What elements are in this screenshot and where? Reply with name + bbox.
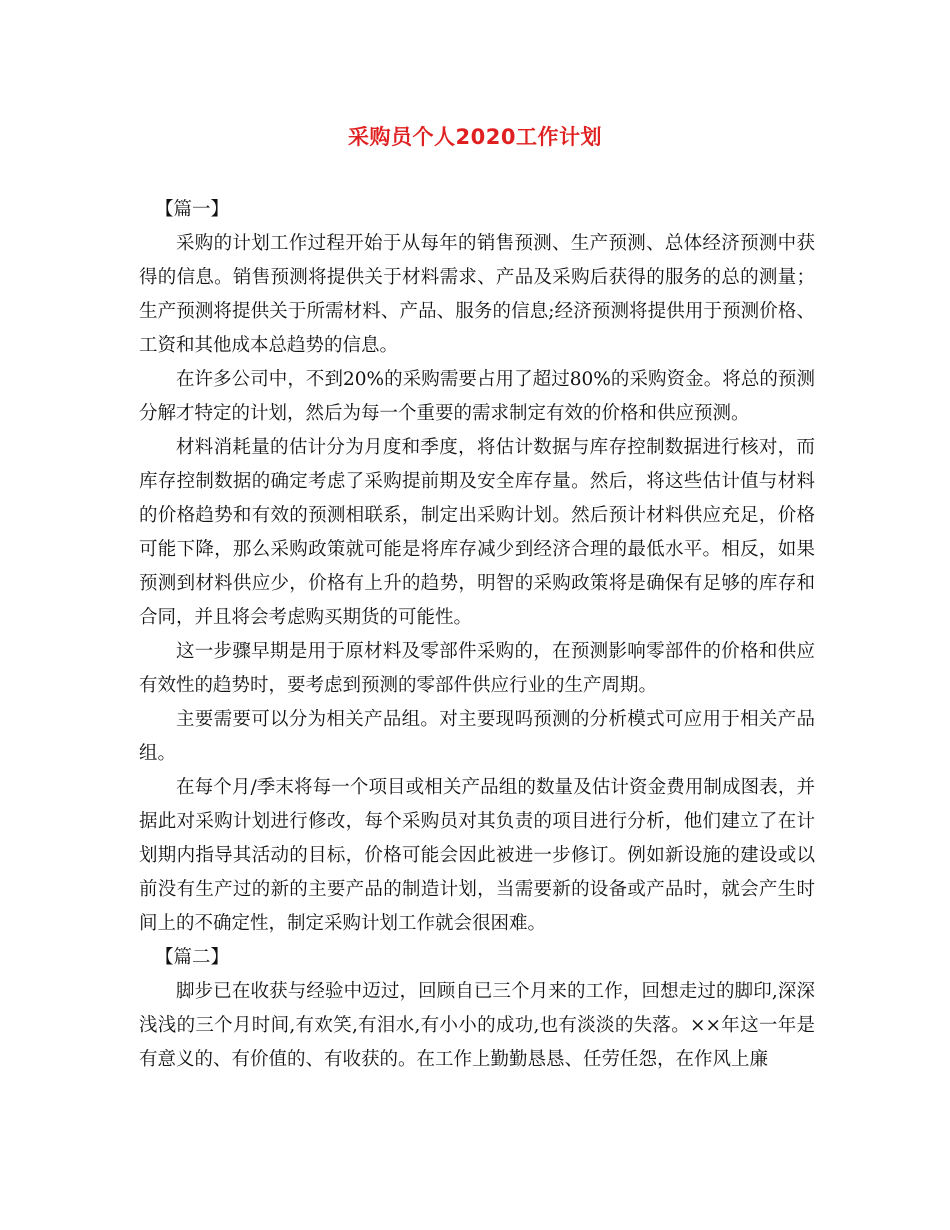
document-title: 采购员个人2020工作计划 [348, 125, 602, 149]
paragraph: 采购的计划工作过程开始于从每年的销售预测、生产预测、总体经济预测中获得的信息。销售预测将提供关于材料需求、产品及采购后获得的服务的总的测量；生产预测将提供关于所需材料、产品、服务的信息;经济预测将提供用于预测价格、工资和其他成本总趋势的信息。 [139, 233, 815, 356]
paragraph: 这一步骤早期是用于原材料及零部件采购的，在预测影响零部件的价格和供应有效性的趋势时，要考虑到预测的零部件供应行业的生产周期。 [139, 641, 815, 696]
section-heading: 【篇一】 [155, 199, 230, 220]
paragraph: 在每个月/季末将每一个项目或相关产品组的数量及估计资金费用制成图表，并据此对采购计划进行修改，每个采购员对其负责的项目进行分析，他们建立了在计划期内指导其活动的目标，价格可能会因此被进一步修订。例如新设施的建设或以前没有生产过的新的主要产品的制造计划，当需要新的设备或产品时，就会产生时间上的不确定性，制定采购计划工作就会很困难。 [139, 777, 815, 934]
paragraph: 主要需要可以分为相关产品组。对主要现吗预测的分析模式可应用于相关产品组。 [139, 709, 815, 764]
paragraph: 脚步已在收获与经验中迈过，回顾自已三个月来的工作，回想走过的脚印,深深浅浅的三个月时间,有欢笑,有泪水,有小小的成功,也有淡淡的失落。××年这一年是有意义的、有价值的、有收获的。在工作上勤勤恳恳、任劳任怨，在作风上廉 [139, 981, 815, 1070]
section-heading: 【篇二】 [155, 947, 230, 968]
paragraph: 在许多公司中，不到20%的采购需要占用了超过80%的采购资金。将总的预测分解才特定的计划，然后为每一个重要的需求制定有效的价格和供应预测。 [139, 369, 815, 424]
paragraph: 材料消耗量的估计分为月度和季度，将估计数据与库存控制数据进行核对，而库存控制数据的确定考虑了采购提前期及安全库存量。然后，将这些估计值与材料的价格趋势和有效的预测相联系，制定出采购计划。然后预计材料供应充足，价格可能下降，那么采购政策就可能是将库存减少到经济合理的最低水平。相反，如果预测到材料供应少，价格有上升的趋势，明智的采购政策将是确保有足够的库存和合同，并且将会考虑购买期货的可能性。 [139, 437, 815, 628]
document-body [139, 193, 815, 1077]
